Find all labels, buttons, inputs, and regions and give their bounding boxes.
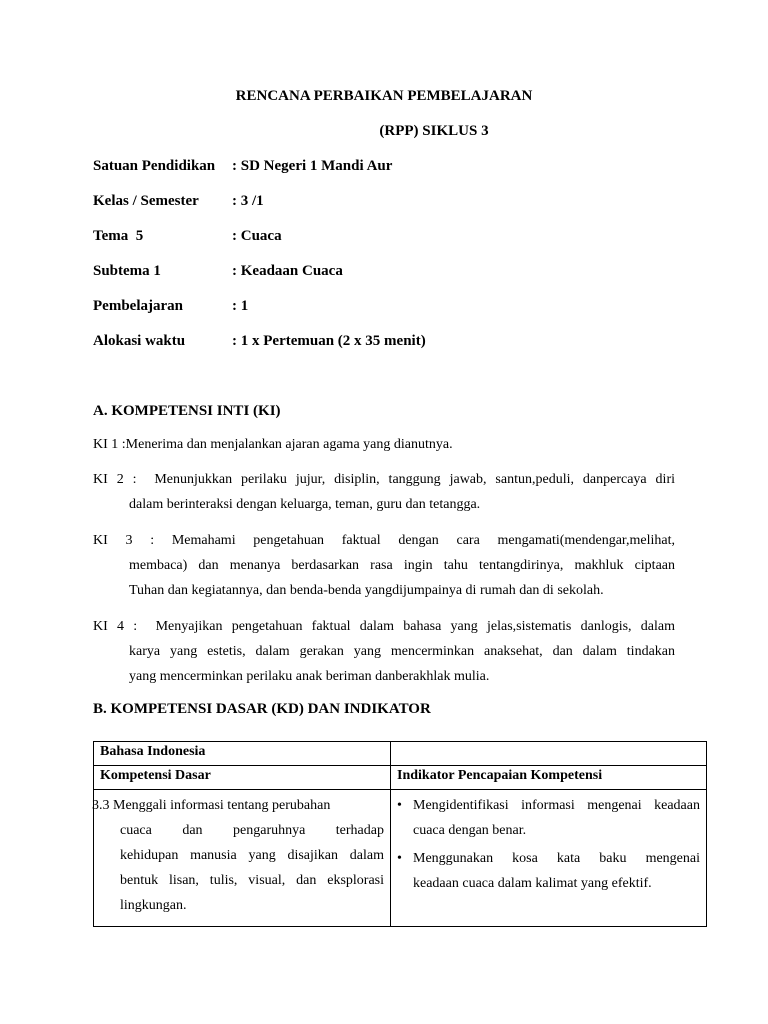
identity-value: : 1 x Pertemuan (2 x 35 menit) — [232, 333, 426, 349]
ki3-paragraph — [93, 528, 675, 603]
ki3-line: KI 3 : Memahami pengetahuan faktual dengan cara mengamati(mendengar,melihat, — [93, 533, 675, 548]
table-row — [94, 790, 707, 927]
ki3-line: Tuhan dan kegiatannya, dan benda-benda yangdijumpainya di rumah dan di sekolah. — [129, 583, 604, 598]
table-row — [94, 766, 707, 790]
identity-value: : 3 /1 — [232, 193, 264, 209]
ki4-paragraph — [93, 614, 675, 689]
ki3-line: membaca) dan menanya berdasarkan rasa ingin tahu tentangdirinya, makhluk ciptaan — [129, 558, 675, 573]
indicator-line: Mengidentifikasi informasi mengenai keadaan — [413, 798, 700, 813]
identity-label: Pembelajaran — [93, 298, 183, 314]
kd-line: cuaca dan pengaruhnya terhadap — [120, 823, 384, 838]
identity-value: : Keadaan Cuaca — [232, 263, 343, 279]
indicator-line: keadaan cuaca dalam kalimat yang efektif. — [413, 876, 652, 891]
kd-cell — [94, 790, 391, 927]
table-row — [94, 742, 707, 766]
subject-cell: Bahasa Indonesia — [94, 742, 391, 766]
kd-line: kehidupan manusia yang disajikan dalam — [120, 848, 384, 863]
kd-line: bentuk lisan, tulis, visual, dan eksplorasi — [120, 873, 384, 888]
identity-label: Tema 5 — [93, 228, 144, 244]
identity-label: Subtema 1 — [93, 263, 161, 279]
identity-label: Kelas / Semester — [93, 193, 199, 209]
indicator-list — [391, 793, 706, 896]
list-item — [391, 846, 700, 896]
ki4-line: yang mencerminkan perilaku anak beriman danberakhlak mulia. — [129, 669, 490, 684]
indicator-line: Menggunakan kosa kata baku mengenai — [413, 851, 700, 866]
indicator-cell — [391, 790, 707, 927]
ki2-line: KI 2 : Menunjukkan perilaku jujur, disiplin, tanggung jawab, santun,peduli, danpercaya diri — [93, 472, 675, 487]
identity-value: : SD Negeri 1 Mandi Aur — [232, 158, 393, 174]
empty-cell — [391, 742, 707, 766]
identity-value: : 1 — [232, 298, 249, 314]
ki4-line: karya yang estetis, dalam gerakan yang mencerminkan anaksehat, dan dalam tindakan — [129, 644, 675, 659]
list-item — [391, 793, 700, 843]
document-title: RENCANA PERBAIKAN PEMBELAJARAN — [235, 88, 533, 104]
kd-line: lingkungan. — [120, 898, 187, 913]
indicator-line: cuaca dengan benar. — [413, 823, 527, 838]
ki2-line: dalam berinteraksi dengan keluarga, teman, guru dan tetangga. — [129, 497, 481, 512]
kd-column-header: Kompetensi Dasar — [94, 766, 391, 790]
kd-indicator-table — [93, 741, 707, 927]
section-b-heading: B. KOMPETENSI DASAR (KD) DAN INDIKATOR — [93, 701, 431, 717]
identity-label: Satuan Pendidikan — [93, 158, 216, 174]
ki1-paragraph: KI 1 :Menerima dan menjalankan ajaran agama yang dianutnya. — [93, 437, 453, 452]
bullet-icon: • — [397, 851, 402, 866]
ki2-paragraph — [93, 467, 675, 517]
bullet-icon: • — [397, 798, 402, 813]
identity-value: : Cuaca — [232, 228, 282, 244]
document-subtitle: (RPP) SIKLUS 3 — [379, 123, 489, 139]
indicator-column-header: Indikator Pencapaian Kompetensi — [391, 766, 707, 790]
identity-label: Alokasi waktu — [93, 333, 186, 349]
kd-line: 3.3 Menggali informasi tentang perubahan — [92, 798, 331, 813]
ki4-line: KI 4 : Menyajikan pengetahuan faktual dalam bahasa yang jelas,sistematis danlogis, dalam — [93, 619, 675, 634]
section-a-heading: A. KOMPETENSI INTI (KI) — [93, 403, 281, 419]
